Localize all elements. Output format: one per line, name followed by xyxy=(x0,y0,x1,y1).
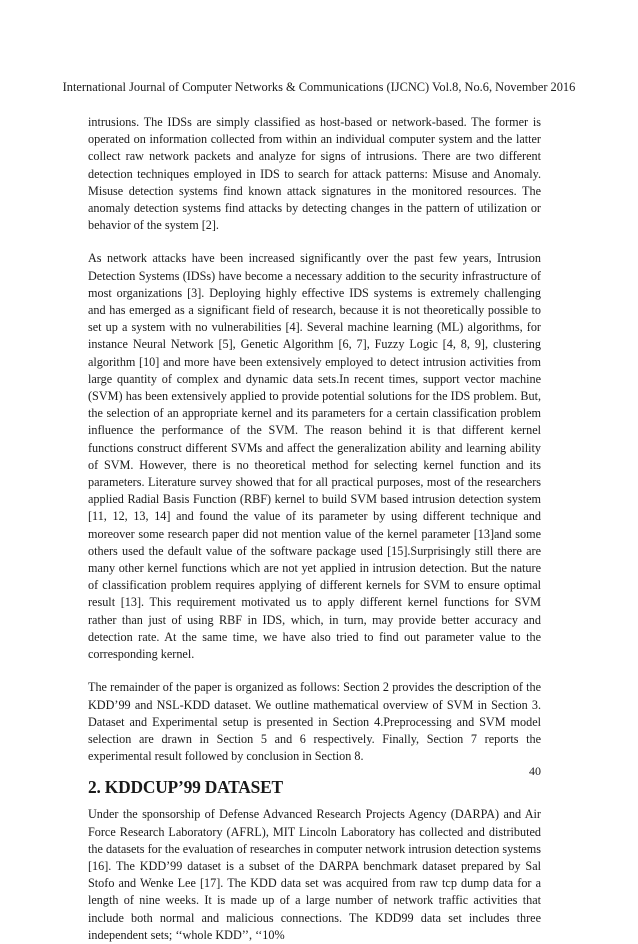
paragraph-paper-outline: The remainder of the paper is organized as follows: Section 2 provides the description of the KDD’99 and NSL-KDD dataset. We outline mathematical overview of SVM in Section 3. Dataset and Experimental setup is presented in Section 4.Preprocessing and SVM model selection are drawn in Section 5 and 6 respectively. Finally, Section 7 reports the experimental result followed by conclusion in Section 8. xyxy=(88,680,541,764)
paragraph-kddcup-dataset: Under the sponsorship of Defense Advanced Research Projects Agency (DARPA) and Air Force Research Laboratory (AFRL), MIT Lincoln Laboratory has collected and distributed the datasets for the evaluation of researches in computer network intrusion detection systems [16]. The KDD’99 dataset is a subset of the DARPA benchmark dataset prepared by Sal Stofo and Wenke Lee [17]. The KDD data set was acquired from raw tcp dump data for a length of nine weeks. It is made up of a large number of network traffic activities that include both normal and malicious connections. The KDD99 data set includes three independent sets; ‘‘whole KDD’’, ‘‘10% xyxy=(88,807,541,942)
paragraph-gap xyxy=(88,663,541,679)
paragraph-gap xyxy=(88,234,541,250)
section-heading: 2. KDDCUP’99 DATASET xyxy=(88,777,283,798)
paragraph-network-attacks: As network attacks have been increased significantly over the past few years, Intrusion Detection Systems (IDSs) have become a necessary addition to the security infrastructure of most organizations [3]. Deploying highly effective IDS systems is extremely challenging and has emerged as a significant field of research, because it is not theoretically possible to set up a system with no vulnerabilities [4]. Several machine learning (ML) algorithms, for instance Neural Network [5], Genetic Algorithm [6, 7], Fuzzy Logic [4, 8, 9], clustering algorithm [10] and more have been extensively employed to detect intrusion activities from large quantity of complex and dynamic data sets.In recent times, support vector machine (SVM) has been extensively applied to provide potential solutions for the IDS problem. But, the selection of an appropriate kernel and its parameters for a certain classification problem influence the performance of the SVM. The reason behind it is that different kernel functions construct different SVMs and affect the generalization ability and learning ability of SVM. However, there is no theoretical method for selecting kernel function and its parameters. Literature survey showed that for all practical purposes, most of the researchers applied Radial Basis Function (RBF) kernel to build SVM based intrusion detection system [11, 12, 13, 14] and found the value of its parameter by using different technique and moreover some research paper did not mention value of the kernel parameter [13]and some others used the default value of the software package used [15].Surprisingly still there are many other kernel functions which are not yet applied in intrusion detection. But the nature of classification problem requires applying of different kernels for SVM to ensure optimal result [13]. This requirement motivated us to apply different kernel functions for SVM rather than just of using RBF in IDS, which, in turn, may provide better accuracy and detection rate. At the same time, we have also tried to find out parameter value to the corresponding kernel. xyxy=(88,251,541,662)
running-header: International Journal of Computer Networks & Communications (IJCNC) Vol.8, No.6, November 2016 xyxy=(62,80,576,94)
paragraph-intrusions: intrusions. The IDSs are simply classified as host-based or network-based. The former is operated on information collected from within an individual computer system and the latter collect raw network packets and analyze for signs of intrusions. There are two different detection techniques employed in IDS to search for attack patterns: Misuse and Anomaly. Misuse detection systems find known attack signatures in the monitored resources. The anomaly detection systems find attacks by detecting changes in the pattern of utilization or behavior of the system [2]. xyxy=(88,115,541,233)
page-number: 40 xyxy=(529,764,541,778)
body-text xyxy=(88,114,541,944)
